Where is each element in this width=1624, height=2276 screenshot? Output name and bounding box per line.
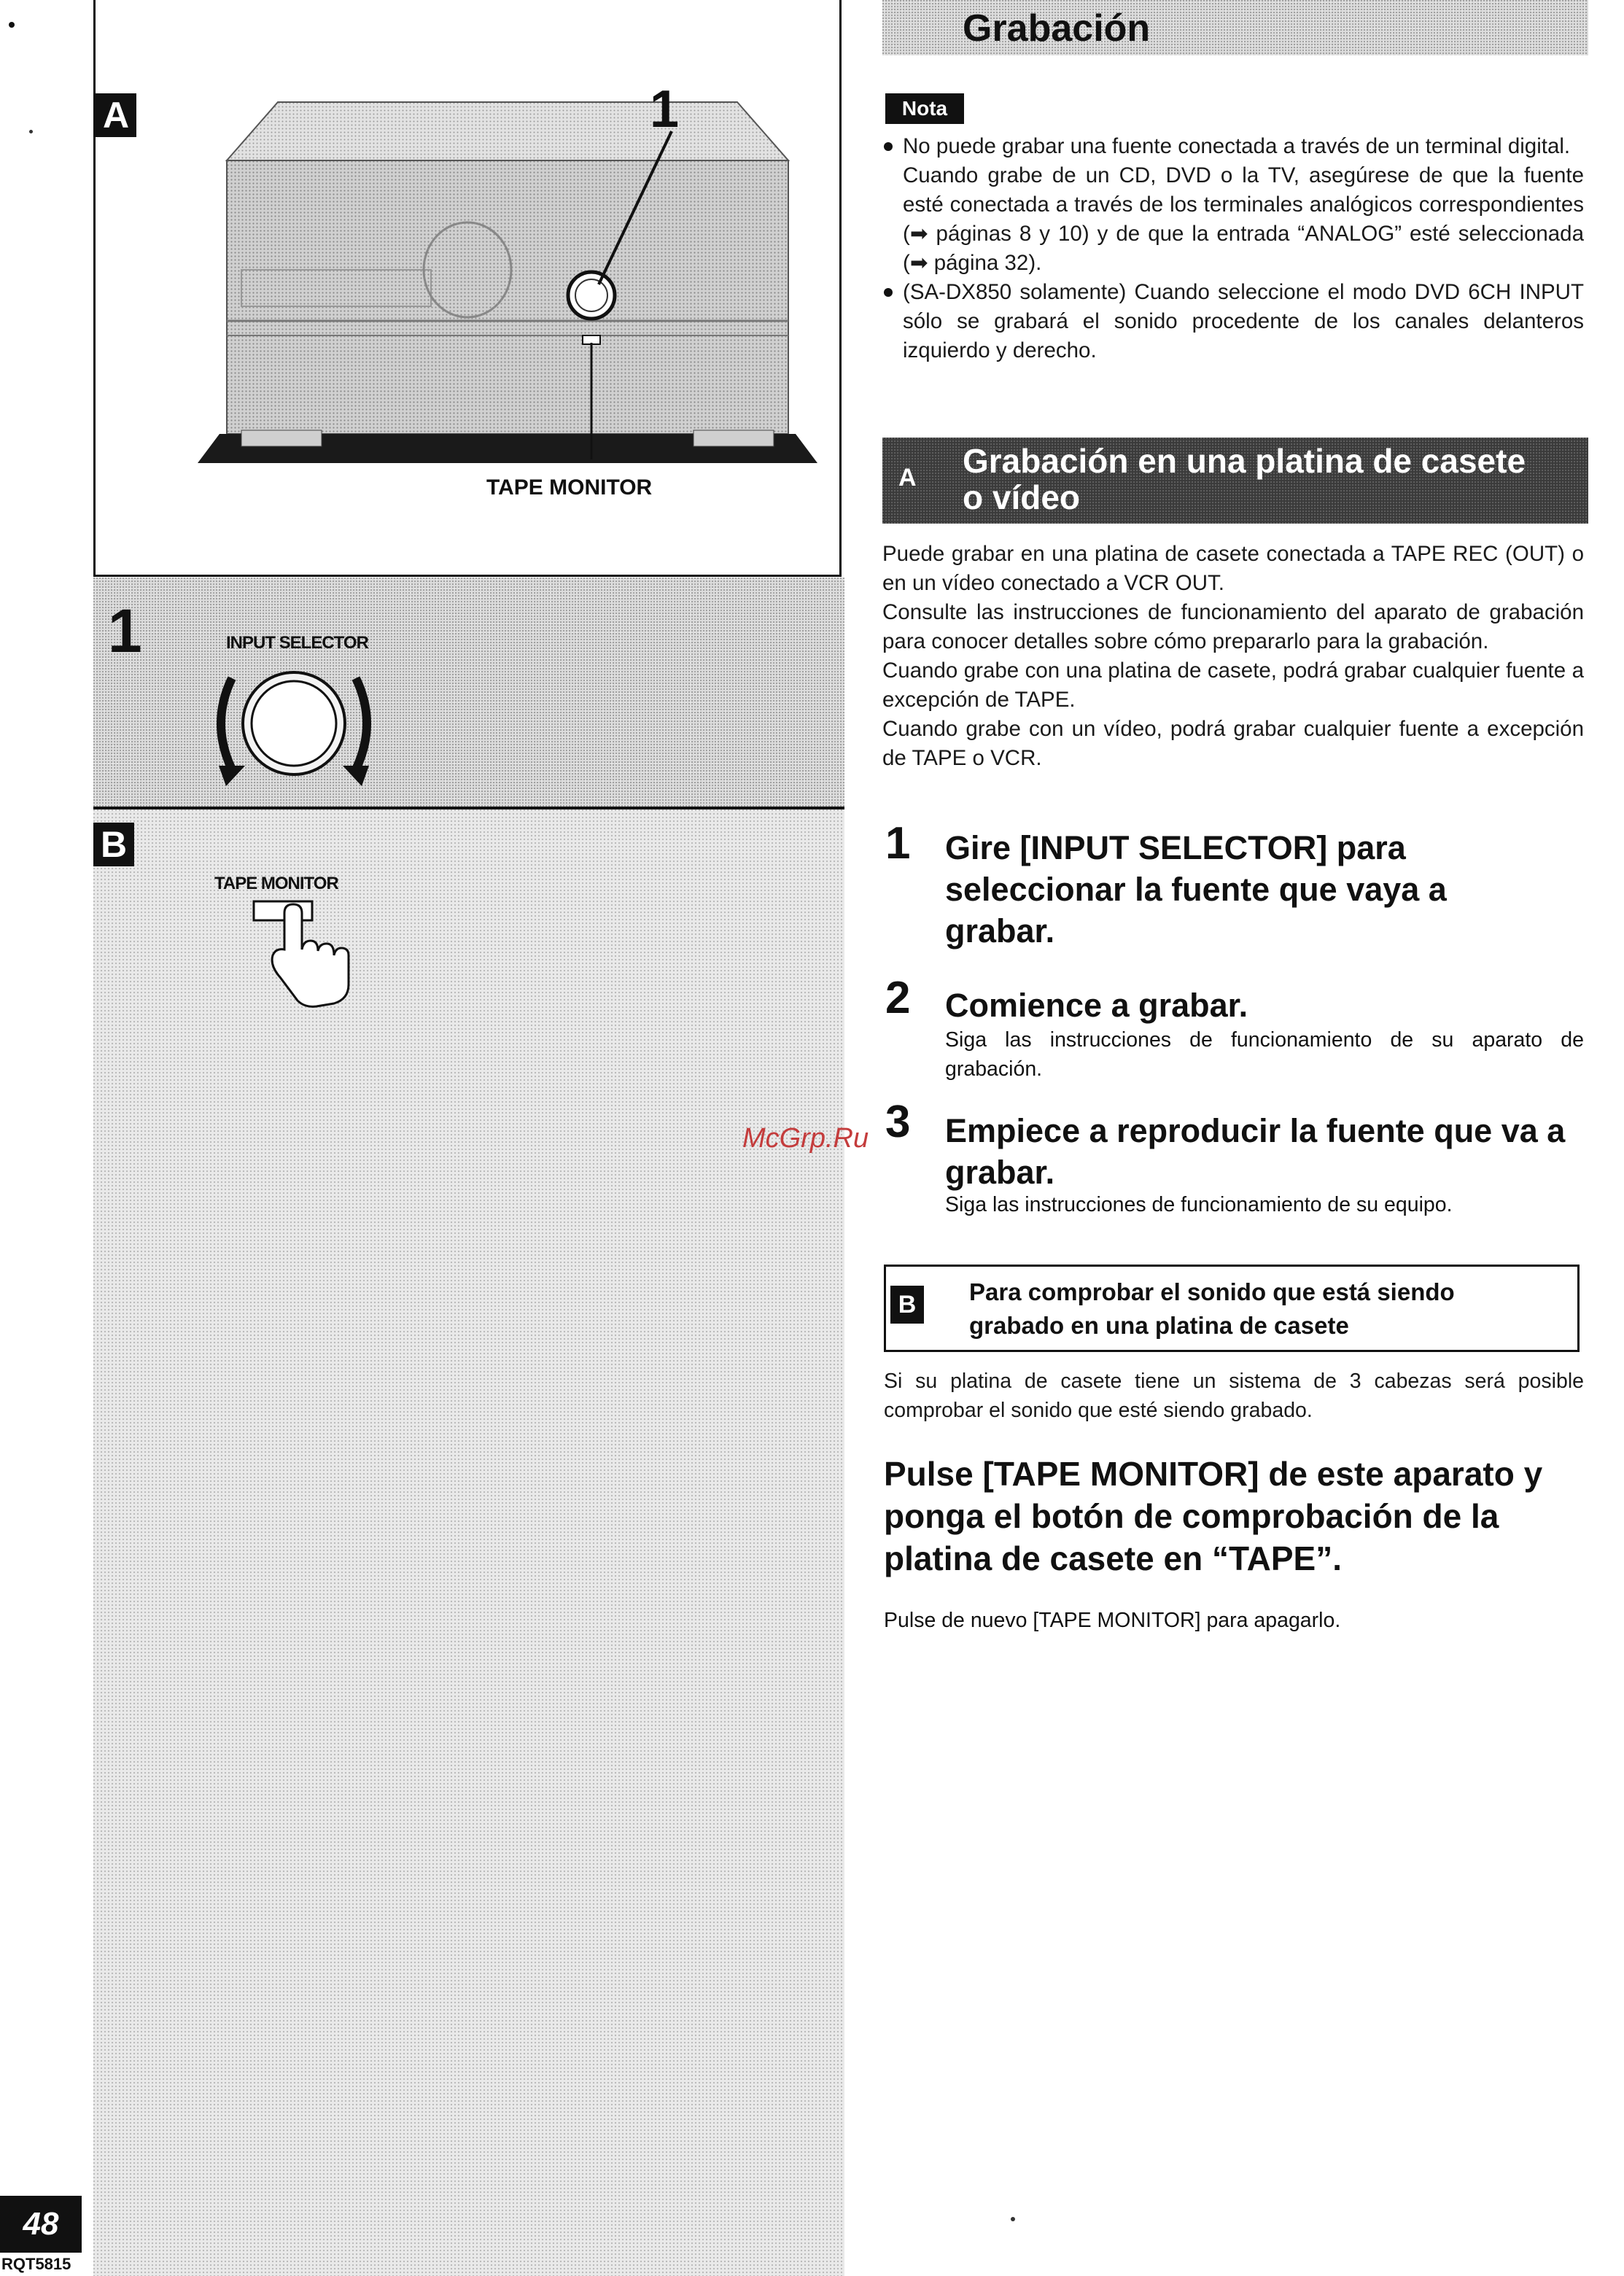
margin-dot bbox=[9, 22, 15, 28]
left-column bbox=[93, 0, 844, 2276]
panel-b-label: B bbox=[93, 823, 134, 866]
section-b-paragraph: Si su platina de casete tiene un sistema de 3 cabezas será posible comprobar el sonido que esté siendo grabado. bbox=[884, 1370, 1584, 1422]
section-b-instruction: Pulse [TAPE MONITOR] de este aparato y ponga el botón de comprobación de la platina de casete en “TAPE”. bbox=[884, 1455, 1543, 1577]
panel-a-label: A bbox=[96, 93, 136, 137]
margin-dot bbox=[29, 130, 33, 133]
step-3-desc: Siga las instrucciones de funcionamiento de su equipo. bbox=[945, 1193, 1453, 1216]
input-selector-knob bbox=[203, 656, 392, 802]
step-1-number: 1 bbox=[885, 818, 911, 869]
header-bar bbox=[882, 0, 1588, 55]
section-b-note: Pulse de nuevo [TAPE MONITOR] para apagarlo. bbox=[884, 1609, 1341, 1632]
step1-number: 1 bbox=[108, 597, 142, 665]
nota-badge: Nota bbox=[885, 93, 964, 124]
panel-a-frame bbox=[93, 0, 842, 577]
callout-number-1: 1 bbox=[650, 80, 680, 139]
page-number-box bbox=[0, 2196, 82, 2253]
section-a-paragraph-1: Puede grabar en una platina de casete conectada a TAPE REC (OUT) o en un vídeo conectado a VCR OUT. bbox=[882, 542, 1584, 595]
nota-bullet-1-line-2: Cuando grabe de un CD, DVD o la TV, asegúrese de que la fuente esté conectada a través de los terminales analógicos correspondientes (➡ páginas 8 y 10) y de que la entrada “ANALOG” esté seleccionada (➡ página 32). bbox=[903, 163, 1584, 275]
section-b-title-line-1: Para comprobar el sonido que está siendo bbox=[969, 1278, 1455, 1305]
bullet-icon bbox=[884, 288, 893, 297]
section-a-title-line-1: Grabación en una platina de casete bbox=[963, 442, 1526, 480]
callout-lines bbox=[96, 0, 839, 575]
nota-bullet-2-line-1: (SA-DX850 solamente) Cuando seleccione el modo DVD 6CH INPUT sólo se grabará el sonido procedente de los canales delanteros izquierdo y derecho. bbox=[903, 280, 1584, 362]
section-a-header bbox=[882, 438, 1588, 524]
section-a-paragraph-4: Cuando grabe con un vídeo, podrá grabar cualquier fuente a excepción de TAPE o VCR. bbox=[882, 717, 1584, 770]
section-a-title-line-2: o vídeo bbox=[963, 478, 1081, 516]
nota-bullet-1 bbox=[884, 132, 1584, 278]
section-b-label: B bbox=[890, 1286, 924, 1324]
document-code: RQT5815 bbox=[1, 2255, 71, 2273]
tape-monitor-press-hand bbox=[246, 898, 370, 1015]
step-1-title: Gire [INPUT SELECTOR] para seleccionar la fuente que vaya a grabar. bbox=[945, 829, 1447, 949]
watermark: McGrp.Ru bbox=[742, 1123, 869, 1154]
step-2-title: Comience a grabar. bbox=[945, 987, 1248, 1024]
section-b-box bbox=[884, 1265, 1580, 1352]
bullet-icon bbox=[884, 142, 893, 151]
input-selector-label: INPUT SELECTOR bbox=[226, 633, 368, 653]
step-3-number: 3 bbox=[885, 1097, 911, 1147]
tape-monitor-button-label: TAPE MONITOR bbox=[214, 874, 338, 893]
page-title: Grabación bbox=[963, 7, 1151, 50]
panel-b bbox=[93, 809, 844, 2276]
section-a-paragraph-2: Consulte las instrucciones de funcionamiento del aparato de grabación para conocer detalles sobre cómo prepararlo para la grabación. bbox=[882, 600, 1584, 653]
nota-bullet-2 bbox=[884, 278, 1584, 365]
tape-monitor-caption: TAPE MONITOR bbox=[486, 475, 653, 500]
page-number: 48 bbox=[23, 2206, 59, 2242]
step-3-title: Empiece a reproducir la fuente que va a grabar. bbox=[945, 1112, 1566, 1191]
nota-list bbox=[884, 132, 1584, 365]
section-b-title-line-2: grabado en una platina de casete bbox=[969, 1312, 1349, 1339]
section-a-paragraph-3: Cuando grabe con una platina de casete, podrá grabar cualquier fuente a excepción de TAPE. bbox=[882, 659, 1584, 712]
step-2-number: 2 bbox=[885, 973, 911, 1023]
section-a-label: A bbox=[898, 464, 917, 492]
stray-dot bbox=[1011, 2217, 1015, 2221]
nota-bullet-1-line-1: No puede grabar una fuente conectada a través de un terminal digital. bbox=[903, 134, 1571, 158]
step-2-desc: Siga las instrucciones de funcionamiento de su aparato de grabación. bbox=[945, 1028, 1584, 1081]
step1-panel bbox=[93, 578, 844, 809]
section-a-text bbox=[882, 540, 1584, 773]
